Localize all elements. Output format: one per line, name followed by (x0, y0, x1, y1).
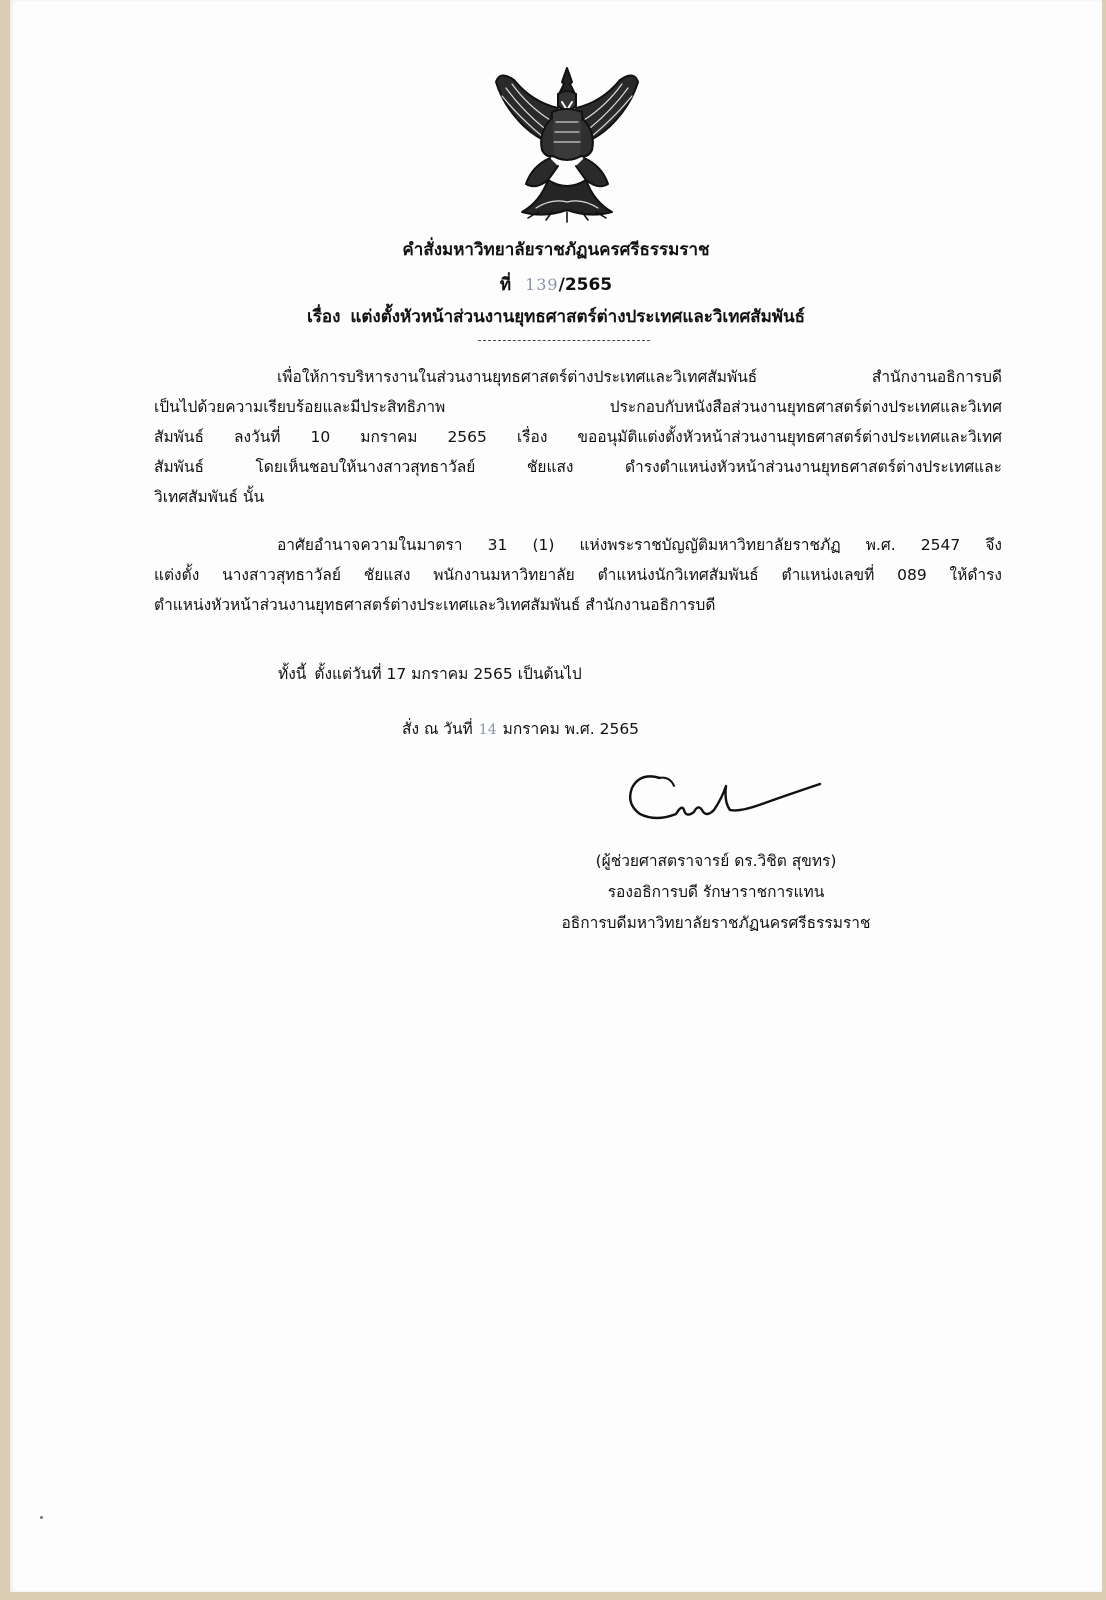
document-title: คำสั่งมหาวิทยาลัยราชภัฏนครศรีธรรมราช (402, 240, 710, 260)
signatory-position: รองอธิการบดี รักษาราชการแทน (607, 883, 825, 901)
handwritten-signature (622, 764, 827, 836)
garuda-emblem-icon (492, 62, 642, 224)
dated-prefix: สั่ง ณ วันที่ (402, 720, 473, 738)
paragraph-line: ตำแหน่งหัวหน้าส่วนงานยุทธศาสตร์ต่างประเทศและวิเทศสัมพันธ์ สำนักงานอธิการบดี (154, 596, 716, 614)
number-suffix: /2565 (558, 275, 613, 295)
order-date (402, 716, 639, 741)
effective-date (278, 661, 582, 686)
paragraph-line: เป็นไปด้วยความเรียบร้อยและมีประสิทธิภาพ ประกอบกับหนังสือส่วนงานยุทธศาสตร์ต่างประเทศและวิเทศ (154, 398, 1002, 416)
subject-text: แต่งตั้งหัวหน้าส่วนงานยุทธศาสตร์ต่างประเทศและวิเทศสัมพันธ์ (350, 307, 806, 327)
paragraph-line: วิเทศสัมพันธ์ นั้น (154, 488, 265, 506)
subject-label: เรื่อง (306, 307, 341, 327)
effective-label: ทั้งนี้ (278, 665, 307, 683)
paragraph-line: สัมพันธ์ โดยเห็นชอบให้นางสาวสุทธาวัลย์ ชัยแสง ดำรงตำแหน่งหัวหน้าส่วนงานยุทธศาสตร์ต่างประเทศและ (154, 458, 1002, 476)
paragraph-line: สัมพันธ์ ลงวันที่ 10 มกราคม 2565 เรื่อง ขออนุมัติแต่งตั้งหัวหน้าส่วนงานยุทธศาสตร์ต่างประเทศและวิเทศ (154, 428, 1002, 446)
paper-speck (40, 1516, 43, 1519)
order-number (10, 271, 1102, 298)
signatory-block (510, 846, 922, 939)
handwritten-number: 139 (525, 275, 559, 294)
handwritten-day: 14 (478, 722, 497, 738)
subject-line (10, 303, 1102, 330)
effective-text: ตั้งแต่วันที่ 17 มกราคม 2565 เป็นต้นไป (314, 665, 582, 683)
document-page (10, 0, 1102, 1592)
number-label: ที่ (499, 275, 512, 295)
signatory-position: อธิการบดีมหาวิทยาลัยราชภัฏนครศรีธรรมราช (561, 914, 871, 932)
paragraph-authority (154, 530, 1002, 620)
dated-suffix: มกราคม พ.ศ. 2565 (502, 720, 640, 738)
paragraph-line: เพื่อให้การบริหารงานในส่วนงานยุทธศาสตร์ต่างประเทศและวิเทศสัมพันธ์ สำนักงานอธิการบดี (277, 368, 1002, 386)
paragraph-line: อาศัยอำนาจความในมาตรา 31 (1) แห่งพระราชบัญญัติมหาวิทยาลัยราชภัฏ พ.ศ. 2547 จึง (277, 536, 1002, 554)
paragraph-background (154, 362, 1002, 512)
separator-line (478, 340, 650, 341)
signatory-name: (ผู้ช่วยศาสตราจารย์ ดร.วิชิต สุขทร) (595, 852, 837, 870)
paragraph-line: แต่งตั้ง นางสาวสุทธาวัลย์ ชัยแสง พนักงานมหาวิทยาลัย ตำแหน่งนักวิเทศสัมพันธ์ ตำแหน่งเลขที่ 089 ให้ดำรง (154, 566, 1002, 584)
